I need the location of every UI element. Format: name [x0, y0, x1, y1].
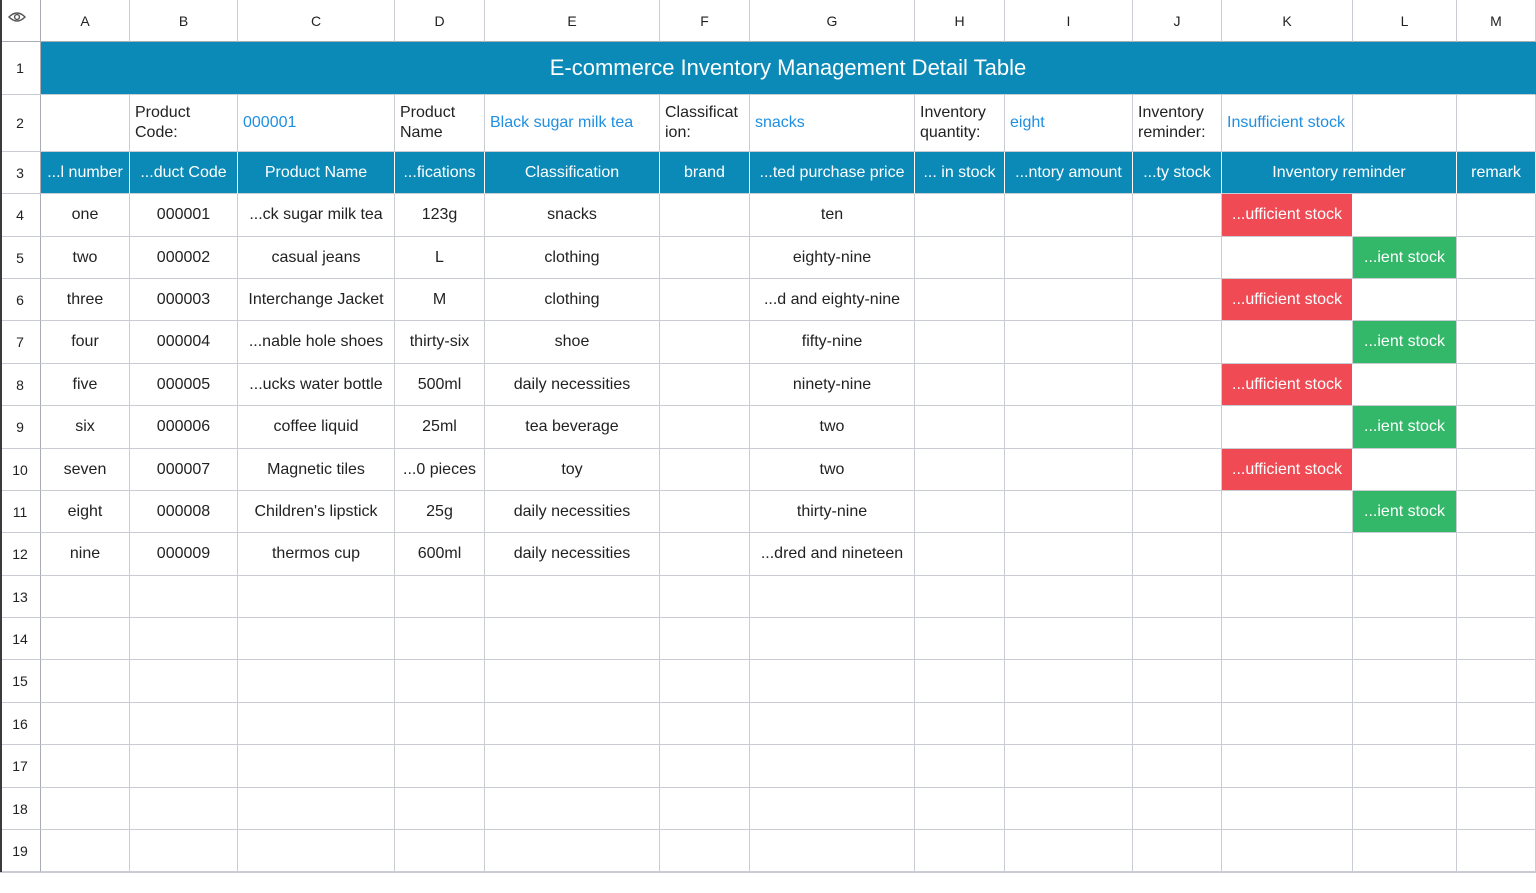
cell-empty[interactable] — [238, 618, 395, 660]
cell-empty[interactable] — [130, 830, 238, 872]
header-serial-number[interactable]: ...l number — [41, 152, 130, 194]
cell-empty[interactable] — [238, 703, 395, 745]
cell-empty[interactable] — [485, 830, 660, 872]
cell-empty[interactable] — [1353, 533, 1457, 576]
cell-empty[interactable] — [485, 788, 660, 830]
cell-empty[interactable] — [1133, 830, 1222, 872]
cell-empty[interactable] — [238, 745, 395, 788]
cell-empty[interactable] — [1457, 703, 1536, 745]
cell-empty[interactable] — [660, 321, 750, 364]
row-header-7[interactable]: 7 — [0, 321, 41, 364]
cell-empty[interactable] — [1133, 788, 1222, 830]
cell-empty[interactable] — [238, 576, 395, 618]
cell-code[interactable]: 000006 — [130, 406, 238, 449]
cell-empty[interactable] — [1457, 745, 1536, 788]
cell-empty[interactable] — [41, 830, 130, 872]
cell-empty[interactable] — [41, 660, 130, 703]
cell-price[interactable]: fifty-nine — [750, 321, 915, 364]
cell-empty[interactable] — [915, 237, 1005, 279]
cell-empty[interactable] — [660, 830, 750, 872]
cell-empty[interactable] — [660, 449, 750, 491]
cell-empty[interactable] — [485, 618, 660, 660]
cell-cls[interactable]: clothing — [485, 237, 660, 279]
cell-code[interactable]: 000002 — [130, 237, 238, 279]
cell-empty[interactable] — [395, 576, 485, 618]
sufficient-stock-badge[interactable]: ...ient stock — [1353, 321, 1457, 364]
cell-spec[interactable]: 123g — [395, 194, 485, 237]
row-header-16[interactable]: 16 — [0, 703, 41, 745]
cell-name[interactable]: coffee liquid — [238, 406, 395, 449]
horizontal-scrollbar-area[interactable] — [0, 872, 1536, 893]
header-inventory-reminder[interactable]: Inventory reminder — [1222, 152, 1457, 194]
cell-empty[interactable] — [238, 788, 395, 830]
cell-num[interactable]: six — [41, 406, 130, 449]
header-classification[interactable]: Classification — [485, 152, 660, 194]
row-header-12[interactable]: 12 — [0, 533, 41, 576]
cell-empty[interactable] — [395, 660, 485, 703]
row-header-10[interactable]: 10 — [0, 449, 41, 491]
header-specifications[interactable]: ...fications — [395, 152, 485, 194]
cell-empty[interactable] — [1457, 660, 1536, 703]
info-code-label[interactable]: Product Code: — [130, 95, 238, 152]
cell-empty[interactable] — [1005, 279, 1133, 321]
cell-empty[interactable] — [1222, 830, 1353, 872]
column-header-h[interactable]: H — [915, 0, 1005, 42]
header-product-code[interactable]: ...duct Code — [130, 152, 238, 194]
info-reminder-label[interactable]: Inventory reminder: — [1133, 95, 1222, 152]
info-info-empty[interactable] — [41, 95, 130, 152]
cell-empty[interactable] — [130, 703, 238, 745]
cell-empty[interactable] — [660, 745, 750, 788]
cell-price[interactable]: ninety-nine — [750, 364, 915, 406]
sufficient-stock-badge[interactable]: ...ient stock — [1353, 406, 1457, 449]
cell-empty[interactable] — [485, 576, 660, 618]
cell-empty[interactable] — [41, 576, 130, 618]
cell-empty[interactable] — [1133, 491, 1222, 533]
header-inventory-amount[interactable]: ...ntory amount — [1005, 152, 1133, 194]
cell-empty[interactable] — [1457, 830, 1536, 872]
cell-empty[interactable] — [1005, 237, 1133, 279]
cell-spec[interactable]: 600ml — [395, 533, 485, 576]
cell-name[interactable]: Magnetic tiles — [238, 449, 395, 491]
cell-empty[interactable] — [750, 788, 915, 830]
cell-empty[interactable] — [1005, 321, 1133, 364]
cell-num[interactable]: three — [41, 279, 130, 321]
info-class-label[interactable]: Classificat ion: — [660, 95, 750, 152]
insufficient-stock-badge[interactable]: ...ufficient stock — [1222, 449, 1353, 491]
header-remark[interactable]: remark — [1457, 152, 1536, 194]
cell-empty[interactable] — [130, 788, 238, 830]
cell-empty[interactable] — [1005, 406, 1133, 449]
cell-empty[interactable] — [1222, 576, 1353, 618]
cell-name[interactable]: ...nable hole shoes — [238, 321, 395, 364]
cell-empty[interactable] — [1353, 745, 1457, 788]
cell-empty[interactable] — [1005, 491, 1133, 533]
cell-cls[interactable]: daily necessities — [485, 491, 660, 533]
cell-empty[interactable] — [915, 321, 1005, 364]
header-brand[interactable]: brand — [660, 152, 750, 194]
cell-empty[interactable] — [1222, 237, 1353, 279]
column-header-e[interactable]: E — [485, 0, 660, 42]
cell-name[interactable]: thermos cup — [238, 533, 395, 576]
cell-empty[interactable] — [660, 703, 750, 745]
cell-empty[interactable] — [1005, 576, 1133, 618]
cell-spec[interactable]: 25ml — [395, 406, 485, 449]
cell-empty[interactable] — [395, 745, 485, 788]
cell-name[interactable]: ...ucks water bottle — [238, 364, 395, 406]
cell-empty[interactable] — [485, 703, 660, 745]
cell-code[interactable]: 000003 — [130, 279, 238, 321]
cell-cls[interactable]: shoe — [485, 321, 660, 364]
cell-empty[interactable] — [1353, 830, 1457, 872]
cell-empty[interactable] — [660, 491, 750, 533]
cell-empty[interactable] — [130, 618, 238, 660]
cell-empty[interactable] — [238, 830, 395, 872]
header-safety-stock[interactable]: ...ty stock — [1133, 152, 1222, 194]
row-header-2[interactable]: 2 — [0, 95, 41, 152]
cell-empty[interactable] — [1133, 703, 1222, 745]
cell-empty[interactable] — [660, 660, 750, 703]
cell-remark[interactable] — [1457, 491, 1536, 533]
cell-empty[interactable] — [660, 576, 750, 618]
cell-cls[interactable]: daily necessities — [485, 533, 660, 576]
cell-price[interactable]: ten — [750, 194, 915, 237]
cell-empty[interactable] — [1005, 618, 1133, 660]
cell-empty[interactable] — [915, 703, 1005, 745]
row-header-9[interactable]: 9 — [0, 406, 41, 449]
cell-empty[interactable] — [1457, 618, 1536, 660]
cell-empty[interactable] — [130, 745, 238, 788]
column-header-d[interactable]: D — [395, 0, 485, 42]
info-empty-l[interactable] — [1353, 95, 1457, 152]
cell-empty[interactable] — [130, 576, 238, 618]
row-header-1[interactable]: 1 — [0, 42, 41, 95]
info-code-value[interactable]: 000001 — [238, 95, 395, 152]
cell-empty[interactable] — [1133, 194, 1222, 237]
cell-empty[interactable] — [41, 788, 130, 830]
cell-empty[interactable] — [750, 830, 915, 872]
cell-price[interactable]: ...d and eighty-nine — [750, 279, 915, 321]
cell-code[interactable]: 000001 — [130, 194, 238, 237]
cell-price[interactable]: ...dred and nineteen — [750, 533, 915, 576]
cell-empty[interactable] — [1005, 364, 1133, 406]
cell-empty[interactable] — [750, 745, 915, 788]
info-qty-value[interactable]: eight — [1005, 95, 1133, 152]
info-empty-m[interactable] — [1457, 95, 1536, 152]
cell-empty[interactable] — [1457, 576, 1536, 618]
row-header-15[interactable]: 15 — [0, 660, 41, 703]
row-header-13[interactable]: 13 — [0, 576, 41, 618]
eye-icon[interactable] — [8, 11, 26, 23]
cell-empty[interactable] — [1353, 279, 1457, 321]
cell-empty[interactable] — [915, 618, 1005, 660]
cell-code[interactable]: 000008 — [130, 491, 238, 533]
cell-empty[interactable] — [1133, 279, 1222, 321]
cell-empty[interactable] — [915, 194, 1005, 237]
sufficient-stock-badge[interactable]: ...ient stock — [1353, 491, 1457, 533]
info-qty-label[interactable]: Inventory quantity: — [915, 95, 1005, 152]
column-header-i[interactable]: I — [1005, 0, 1133, 42]
header-product-name[interactable]: Product Name — [238, 152, 395, 194]
cell-empty[interactable] — [750, 618, 915, 660]
cell-empty[interactable] — [915, 449, 1005, 491]
cell-empty[interactable] — [1353, 618, 1457, 660]
cell-empty[interactable] — [1005, 449, 1133, 491]
cell-num[interactable]: nine — [41, 533, 130, 576]
cell-empty[interactable] — [395, 830, 485, 872]
cell-remark[interactable] — [1457, 194, 1536, 237]
cell-empty[interactable] — [660, 279, 750, 321]
cell-empty[interactable] — [41, 703, 130, 745]
info-name-value[interactable]: Black sugar milk tea — [485, 95, 660, 152]
cell-empty[interactable] — [1353, 788, 1457, 830]
cell-empty[interactable] — [1005, 745, 1133, 788]
column-header-f[interactable]: F — [660, 0, 750, 42]
insufficient-stock-badge[interactable]: ...ufficient stock — [1222, 194, 1353, 237]
cell-spec[interactable]: L — [395, 237, 485, 279]
cell-code[interactable]: 000005 — [130, 364, 238, 406]
cell-empty[interactable] — [1353, 703, 1457, 745]
cell-remark[interactable] — [1457, 364, 1536, 406]
cell-empty[interactable] — [41, 618, 130, 660]
cell-empty[interactable] — [395, 618, 485, 660]
cell-num[interactable]: seven — [41, 449, 130, 491]
row-header-19[interactable]: 19 — [0, 830, 41, 872]
cell-price[interactable]: two — [750, 406, 915, 449]
cell-price[interactable]: thirty-nine — [750, 491, 915, 533]
cell-empty[interactable] — [238, 660, 395, 703]
cell-empty[interactable] — [750, 660, 915, 703]
header-in-stock[interactable]: ... in stock — [915, 152, 1005, 194]
row-header-3[interactable]: 3 — [0, 152, 41, 194]
column-header-l[interactable]: L — [1353, 0, 1457, 42]
cell-name[interactable]: Children's lipstick — [238, 491, 395, 533]
cell-empty[interactable] — [1457, 788, 1536, 830]
cell-empty[interactable] — [660, 194, 750, 237]
cell-empty[interactable] — [1222, 660, 1353, 703]
cell-empty[interactable] — [1005, 830, 1133, 872]
cell-num[interactable]: five — [41, 364, 130, 406]
cell-empty[interactable] — [915, 745, 1005, 788]
cell-empty[interactable] — [750, 703, 915, 745]
cell-empty[interactable] — [1222, 703, 1353, 745]
cell-empty[interactable] — [1133, 533, 1222, 576]
cell-empty[interactable] — [1133, 745, 1222, 788]
cell-empty[interactable] — [1353, 576, 1457, 618]
cell-empty[interactable] — [1222, 788, 1353, 830]
cell-empty[interactable] — [130, 660, 238, 703]
info-name-label[interactable]: Product Name — [395, 95, 485, 152]
cell-name[interactable]: Interchange Jacket — [238, 279, 395, 321]
cell-remark[interactable] — [1457, 321, 1536, 364]
cell-empty[interactable] — [1353, 449, 1457, 491]
window-edge — [0, 0, 2, 892]
cell-empty[interactable] — [1005, 703, 1133, 745]
cell-empty[interactable] — [915, 406, 1005, 449]
column-header-b[interactable]: B — [130, 0, 238, 42]
cell-remark[interactable] — [1457, 449, 1536, 491]
cell-empty[interactable] — [1133, 660, 1222, 703]
cell-spec[interactable]: ...0 pieces — [395, 449, 485, 491]
cell-empty[interactable] — [660, 533, 750, 576]
cell-empty[interactable] — [1133, 449, 1222, 491]
row-header-14[interactable]: 14 — [0, 618, 41, 660]
cell-empty[interactable] — [485, 660, 660, 703]
cell-empty[interactable] — [660, 364, 750, 406]
cell-empty[interactable] — [41, 745, 130, 788]
cell-empty[interactable] — [915, 491, 1005, 533]
cell-empty[interactable] — [395, 788, 485, 830]
cell-empty[interactable] — [1222, 491, 1353, 533]
info-class-value[interactable]: snacks — [750, 95, 915, 152]
cell-spec[interactable]: 25g — [395, 491, 485, 533]
cell-remark[interactable] — [1457, 237, 1536, 279]
cell-cls[interactable]: tea beverage — [485, 406, 660, 449]
cell-empty[interactable] — [660, 618, 750, 660]
cell-empty[interactable] — [660, 406, 750, 449]
row-header-18[interactable]: 18 — [0, 788, 41, 830]
cell-name[interactable]: ...ck sugar milk tea — [238, 194, 395, 237]
cell-spec[interactable]: 500ml — [395, 364, 485, 406]
cell-empty[interactable] — [915, 364, 1005, 406]
sufficient-stock-badge[interactable]: ...ient stock — [1353, 237, 1457, 279]
cell-empty[interactable] — [1005, 194, 1133, 237]
column-header-j[interactable]: J — [1133, 0, 1222, 42]
cell-empty[interactable] — [1005, 533, 1133, 576]
cell-price[interactable]: two — [750, 449, 915, 491]
cell-empty[interactable] — [485, 745, 660, 788]
row-header-4[interactable]: 4 — [0, 194, 41, 237]
cell-empty[interactable] — [1133, 364, 1222, 406]
cell-empty[interactable] — [660, 237, 750, 279]
cell-num[interactable]: four — [41, 321, 130, 364]
cell-code[interactable]: 000007 — [130, 449, 238, 491]
cell-empty[interactable] — [1353, 194, 1457, 237]
cell-empty[interactable] — [1133, 321, 1222, 364]
cell-empty[interactable] — [915, 533, 1005, 576]
sheet-title[interactable]: E-commerce Inventory Management Detail Table — [41, 42, 1536, 95]
cell-empty[interactable] — [1005, 660, 1133, 703]
cell-empty[interactable] — [1133, 576, 1222, 618]
cell-num[interactable]: eight — [41, 491, 130, 533]
cell-empty[interactable] — [660, 788, 750, 830]
cell-empty[interactable] — [1222, 618, 1353, 660]
cell-empty[interactable] — [395, 703, 485, 745]
cell-empty[interactable] — [915, 279, 1005, 321]
cell-empty[interactable] — [1222, 321, 1353, 364]
cell-cls[interactable]: snacks — [485, 194, 660, 237]
cell-empty[interactable] — [1222, 745, 1353, 788]
row-header-5[interactable]: 5 — [0, 237, 41, 279]
cell-cls[interactable]: clothing — [485, 279, 660, 321]
cell-empty[interactable] — [915, 660, 1005, 703]
select-all-corner[interactable] — [0, 0, 41, 42]
header-purchase-price[interactable]: ...ted purchase price — [750, 152, 915, 194]
cell-num[interactable]: two — [41, 237, 130, 279]
cell-empty[interactable] — [1005, 788, 1133, 830]
cell-remark[interactable] — [1457, 533, 1536, 576]
cell-empty[interactable] — [1133, 618, 1222, 660]
cell-empty[interactable] — [1222, 406, 1353, 449]
column-header-m[interactable]: M — [1457, 0, 1536, 42]
cell-empty[interactable] — [1353, 364, 1457, 406]
cell-cls[interactable]: daily necessities — [485, 364, 660, 406]
cell-name[interactable]: casual jeans — [238, 237, 395, 279]
cell-empty[interactable] — [915, 830, 1005, 872]
cell-num[interactable]: one — [41, 194, 130, 237]
cell-remark[interactable] — [1457, 279, 1536, 321]
cell-empty[interactable] — [1133, 406, 1222, 449]
insufficient-stock-badge[interactable]: ...ufficient stock — [1222, 364, 1353, 406]
info-reminder-value[interactable]: Insufficient stock — [1222, 95, 1353, 152]
column-header-c[interactable]: C — [238, 0, 395, 42]
cell-empty[interactable] — [1133, 237, 1222, 279]
row-header-11[interactable]: 11 — [0, 491, 41, 533]
column-header-a[interactable]: A — [41, 0, 130, 42]
row-header-6[interactable]: 6 — [0, 279, 41, 321]
column-header-k[interactable]: K — [1222, 0, 1353, 42]
cell-empty[interactable] — [1222, 533, 1353, 576]
cell-empty[interactable] — [1353, 660, 1457, 703]
cell-spec[interactable]: thirty-six — [395, 321, 485, 364]
cell-remark[interactable] — [1457, 406, 1536, 449]
cell-code[interactable]: 000009 — [130, 533, 238, 576]
cell-empty[interactable] — [750, 576, 915, 618]
cell-price[interactable]: eighty-nine — [750, 237, 915, 279]
cell-empty[interactable] — [915, 788, 1005, 830]
cell-spec[interactable]: M — [395, 279, 485, 321]
row-header-8[interactable]: 8 — [0, 364, 41, 406]
row-header-17[interactable]: 17 — [0, 745, 41, 788]
insufficient-stock-badge[interactable]: ...ufficient stock — [1222, 279, 1353, 321]
cell-code[interactable]: 000004 — [130, 321, 238, 364]
cell-cls[interactable]: toy — [485, 449, 660, 491]
cell-empty[interactable] — [915, 576, 1005, 618]
column-header-g[interactable]: G — [750, 0, 915, 42]
